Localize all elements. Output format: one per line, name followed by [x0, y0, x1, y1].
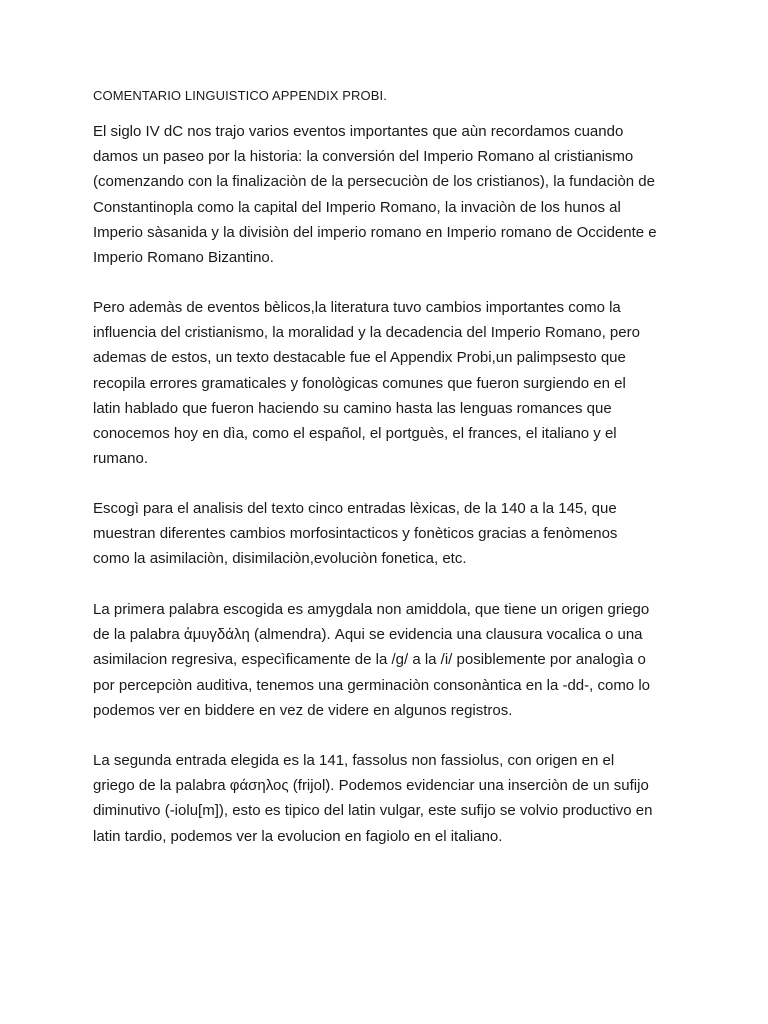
text-line: rumano. [93, 450, 149, 468]
text-line: latin hablado que fueron haciendo su camino hasta las lenguas romances que [93, 399, 612, 417]
paragraph-2 [93, 295, 693, 471]
text-line: Constantinopla como la capital del Imperio Romano, la invaciòn de los hunos al [93, 198, 621, 216]
text-line: griego de la palabra φάσηλος (frijol). Podemos evidenciar una inserciòn de un sufijo [93, 777, 649, 795]
text-line: muestran diferentes cambios morfosintacticos y fonèticos gracias a fenòmenos [93, 525, 618, 543]
text-line: recopila errores gramaticales y fonològicas comunes que fueron surgiendo en el [93, 374, 626, 392]
text-line: diminutivo (-iolu[m]), esto es tipico del latin vulgar, este sufijo se volvio productivo en [93, 802, 653, 820]
text-line: Pero ademàs de eventos bèlicos,la literatura tuvo cambios importantes como la [93, 299, 621, 316]
text-line: podemos ver en biddere en vez de videre en algunos registros. [93, 701, 513, 719]
text-line: ademas de estos, un texto destacable fue el Appendix Probi,un palimpsesto que [93, 349, 626, 367]
text-line: Imperio sàsanida y la divisiòn del imperio romano en Imperio romano de Occidente e [93, 223, 657, 241]
paragraph-1 [93, 119, 693, 270]
text-line: latin tardio, podemos ver la evolucion en fagiolo en el italiano. [93, 827, 503, 845]
paragraph-4 [93, 597, 693, 723]
document-title: COMENTARIO LINGUISTICO APPENDIX PROBI. [93, 88, 387, 103]
text-line: La primera palabra escogida es amygdala non amiddola, que tiene un origen griego [93, 601, 650, 618]
text-line: asimilacion regresiva, especìficamente de la /g/ a la /i/ posiblemente por analogìa o [93, 651, 646, 669]
text-line: influencia del cristianismo, la moralidad y la decadencia del Imperio Romano, pero [93, 324, 640, 342]
text-line: como la asimilaciòn, disimilaciòn,evoluciòn fonetica, etc. [93, 550, 467, 568]
text-line: damos un paseo por la historia: la conversión del Imperio Romano al cristianismo [93, 148, 634, 166]
paragraph-5 [93, 748, 693, 849]
text-line: Escogì para el analisis del texto cinco entradas lèxicas, de la 140 a la 145, que [93, 500, 617, 517]
text-line: Imperio Romano Bizantino. [93, 248, 274, 266]
paragraph-3 [93, 496, 693, 572]
text-line: La segunda entrada elegida es la 141, fassolus non fassiolus, con origen en el [93, 752, 615, 769]
text-line: por percepciòn auditiva, tenemos una germinaciòn consonàntica en la -dd-, como lo [93, 676, 650, 694]
text-line: (comenzando con la finalizaciòn de la persecuciòn de los cristianos), la fundaciòn de [93, 173, 655, 191]
text-line: conocemos hoy en dìa, como el español, el portguès, el frances, el italiano y el [93, 424, 617, 442]
text-line: El siglo IV dC nos trajo varios eventos importantes que aùn recordamos cuando [93, 123, 624, 140]
text-line: de la palabra ἀμυγδάλη (almendra). Aqui se evidencia una clausura vocalica o una [93, 626, 643, 644]
